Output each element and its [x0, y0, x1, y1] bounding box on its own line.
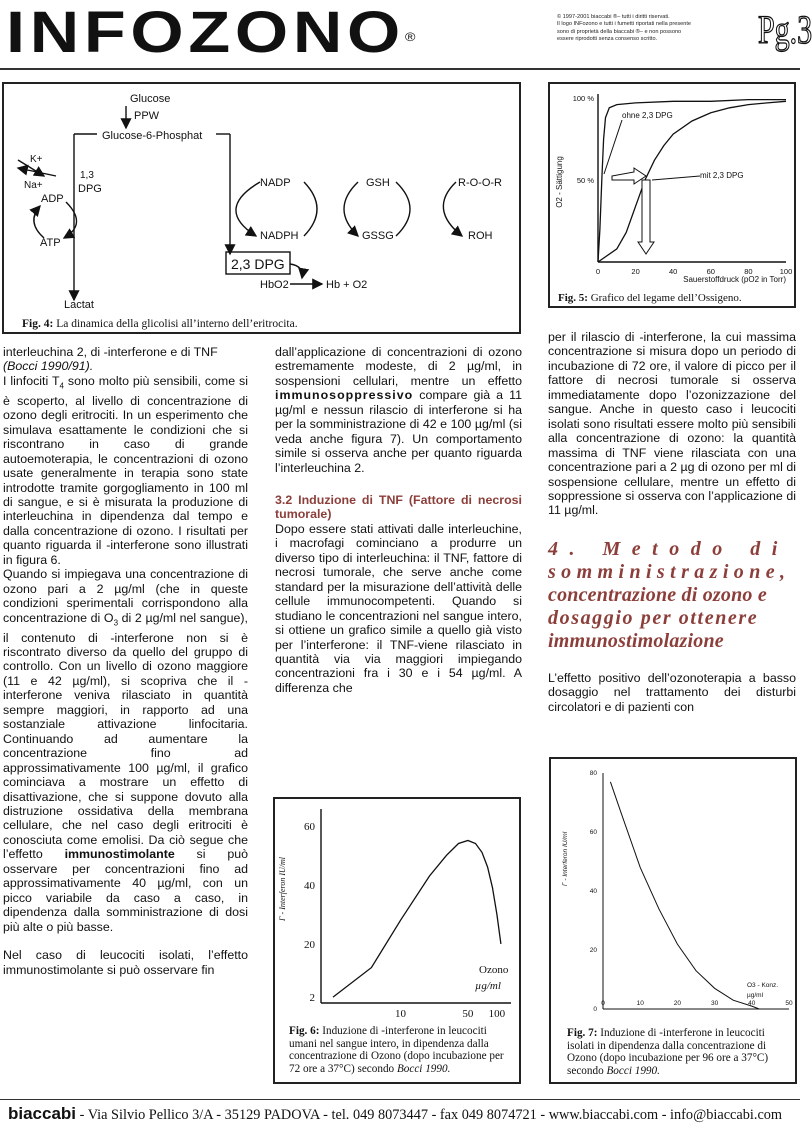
y-tick-label: 20 — [589, 947, 597, 954]
caption-label: Fig. 6: — [289, 1025, 320, 1037]
label-mit: mit 2,3 DPG — [700, 171, 744, 180]
label-nadp: NADP — [260, 177, 291, 189]
bold-term: immunosoppressivo — [275, 388, 414, 403]
x-axis-label: O3 - Konz. — [747, 982, 779, 989]
registered-mark: ® — [404, 30, 416, 44]
x-tick-label: 50 — [462, 1008, 474, 1020]
copyright-notice — [557, 14, 747, 44]
paragraph: Dopo essere stati attivati dalle interleuchine, i macrofagi cominciano a produrre un diverso tipo di interleuchina: il TNF, fattore di necrosi tumorale, che serve anche come standard per la misurazione dell’attività delle cellule immunocompetenti. Quando si studiano le concentrazioni nel sangue intero, si ottiene un grafico simile a quello già visto per l’interferone: il TNF-viene rilasciato in quantità via via maggiori impiegando concentrazioni fra i 30 e i 54 µg/ml. A differenza che — [275, 521, 522, 695]
heading-line: concentrazione di ozono e — [548, 583, 767, 606]
y-axis-label: Γ - Interferon IU/ml — [562, 831, 569, 887]
oxygen-binding-chart — [550, 84, 794, 284]
cycle-gsh — [344, 182, 358, 236]
y-tick-label: 80 — [589, 770, 597, 777]
y-tick-label: 40 — [589, 888, 597, 895]
series-line-0 — [598, 100, 786, 262]
label-lactat: Lactat — [64, 299, 94, 311]
citation: (Bocci 1990/91). — [3, 359, 94, 374]
fig7-caption — [567, 1027, 793, 1077]
fig4-caption — [22, 318, 298, 332]
x-tick-label: 0 — [601, 1000, 605, 1007]
y-tick-label: 60 — [304, 820, 315, 833]
fig6-caption — [289, 1025, 513, 1075]
text: di 2 µg/ml nel sangue), il contenuto di -interferone non si è riscontrato diverso da quello del gruppo di controllo. Con un livello di ozono maggiore (11 e 42 µg/ml), si scopriva che il -interferone veniva rilasciato in quantità sempre maggiori, in rapporto ad una sostanziale attivazione linfocitaria. Continuando ad aumentare la concentrazione fino ad approssimativamente 100 µg/ml, il grafico cominciava a mostrare un effetto di disattivazione, che si suppone dovuto alla distruzione ossidativa della membrana cellulare, che nel caso degli eritrociti è conosciuta come emolisi. Da ciò segue che l’effetto — [3, 610, 248, 862]
heading-line: somministrazione, — [548, 560, 791, 583]
label-13: 1,3 — [80, 170, 94, 181]
x-tick-label: 20 — [631, 267, 640, 276]
arrow-na — [18, 168, 56, 176]
unit-label: µg/ml — [475, 980, 501, 992]
x-tick-label: 30 — [710, 1000, 719, 1007]
series-line-1 — [598, 101, 786, 262]
text-column-3 — [548, 330, 796, 714]
label-23dpg: 2,3 DPG — [231, 256, 285, 272]
y-axis-label: O2 - Sättigung — [555, 156, 564, 208]
caption-text: La dinamica della glicolisi all’interno dell’eritrocita. — [56, 318, 298, 330]
text: compare già a 11 µg/ml e nessun rilascio di interferone si ha per la somministrazione di 42 e 100 µg/ml (si veda anche figura 7). Un comportamento simile si osserva anche per quanto riguarda l’interleuchina 2. — [275, 388, 522, 475]
arrow-dpg-hb — [290, 264, 302, 278]
pointer-ohne — [604, 120, 622, 174]
caption-text: Induzione di -interferone in leucociti umani nel sangue intero, in dipendenza dalla concentrazione di Ozono (dopo incubazione per 72 ore a 37°C) secondo — [289, 1025, 504, 1075]
caption-text: Grafico del legame dell’Ossigeno. — [590, 292, 742, 304]
interferon-leucocyte-chart — [551, 759, 795, 1013]
cycle-gssg — [396, 182, 410, 236]
bold-term: immunostimolante — [64, 847, 175, 862]
interferon-blood-chart — [275, 799, 519, 1021]
footer-address: - Via Silvio Pellico 3/A - 35129 PADOVA - tel. 049 8073447 - fax 049 8074721 - www.biaccabi.com - info@biaccabi.com — [79, 1107, 783, 1123]
paragraph: Nel caso di leucociti isolati, l’effetto immunostimolante si può osservare fin — [3, 948, 248, 977]
cycle-nadp — [236, 182, 260, 236]
x-tick-label: 60 — [706, 267, 715, 276]
text: dall’applicazione di concentrazioni di ozono estremamente modeste, di 2 µg/ml, in sospensioni cellulari, mentre un effetto — [275, 345, 522, 388]
cycle-rooR — [443, 182, 462, 236]
x-tick-label: 40 — [669, 267, 678, 276]
text: si può osservare per concentrazioni fino ad approssimativamente 40 µg/ml, con un picco variabile da caso a caso, in dipendenza dalla somministrazione di dosi più alte o più basse. — [3, 847, 248, 934]
label-adp: ADP — [41, 193, 64, 205]
series-line — [333, 841, 501, 998]
arrow-atp-adp — [34, 206, 44, 238]
text-column-1 — [3, 345, 248, 977]
pointer-mit — [652, 176, 700, 180]
y-tick-label: 2 — [309, 992, 315, 1005]
copyright-line: essere riprodotti senza consenso scritto. — [557, 36, 658, 43]
heading-line: immunostimolazione — [548, 629, 724, 652]
y-tick-label: 0 — [593, 1006, 597, 1013]
infozono-logo: INFOZONO® — [6, 0, 416, 65]
text: interleuchina 2, di -interferone e di TNF — [3, 345, 218, 359]
series-line — [610, 782, 759, 1009]
label-g6p: Glucose-6-Phosphat — [102, 130, 203, 142]
heading-line: dosaggio per ottenere — [548, 606, 759, 629]
label-gsh: GSH — [366, 177, 390, 189]
text: I linfociti T — [3, 373, 60, 388]
y-tick-label: 100 % — [572, 94, 594, 103]
x-tick-label: 100 — [779, 267, 793, 276]
x-axis-label: Sauerstoffdruck (pO2 in Torr) — [683, 275, 786, 284]
heading-line: 4. Metodo di — [548, 537, 789, 560]
footer — [0, 1099, 800, 1128]
figure-4 — [2, 82, 521, 334]
subscript: 4 — [59, 381, 64, 391]
y-tick-label: 50 % — [576, 176, 594, 185]
y-tick-label: 60 — [589, 829, 597, 836]
subscript: 3 — [113, 618, 119, 628]
x-axis-unit: µg/ml — [747, 992, 764, 999]
x-tick-label: 10 — [394, 1008, 406, 1020]
text: Quando si impiegava una concentrazione di ozono pari a 2 µg/ml (che in queste condizioni sperimentali corrispondono alla concentrazione di O — [3, 567, 248, 625]
x-tick-label: 50 — [785, 1000, 793, 1007]
label-ppw: PPW — [134, 110, 160, 122]
x-tick-label: 20 — [673, 1000, 682, 1007]
header-divider — [0, 68, 800, 70]
y-tick-label: 40 — [304, 879, 315, 892]
label-gssg: GSSG — [362, 230, 394, 242]
shift-arrow-right — [612, 168, 646, 184]
copyright-line: © 1997-2001 biaccabi ®– tutti i diritti riservati. — [557, 14, 670, 20]
label-k: K+ — [30, 154, 43, 165]
x-tick-label: 40 — [748, 1000, 756, 1007]
label-13dpg: DPG — [78, 183, 102, 195]
label-nadph: NADPH — [260, 230, 299, 242]
label-rooR: R-O-O-R — [458, 177, 502, 189]
x-tick-label: 80 — [744, 267, 753, 276]
section-heading-3-2: 3.2 Induzione di TNF (Fattore di necrosi tumorale) — [275, 493, 522, 522]
copyright-line: sono di proprietà della biaccabi ®– e non possono — [557, 28, 682, 35]
paragraph — [3, 374, 248, 567]
cycle-nadph — [304, 182, 317, 236]
paragraph: per il rilascio di -interferone, la cui massima concentrazione si misura dopo un periodo di incubazione di 72 ore, il valore di picco per il fattore di necrosi tumorale si osserva immediatamente dopo l’ozonizzazione del sangue. Anche in questo caso i leucociti isolati sono risultati essere molto più sensibili alla concentrazione di ozono: la quantità massima di TNF viene rilasciata con una concentrazione pari a 2 µg di ozono per ml di sospensione cellulare, mentre un effetto di soppressione si osserva con l’applicazione di 11 µg/ml. — [548, 330, 796, 518]
y-tick-label: 20 — [304, 938, 315, 951]
paragraph — [3, 345, 248, 374]
label-ohne: ohne 2,3 DPG — [622, 111, 673, 120]
y-axis-label: Γ - Interferon IU/ml — [278, 856, 287, 922]
figure-5 — [548, 82, 796, 308]
caption-citation: Bocci 1990. — [606, 1064, 660, 1077]
paragraph: L’effetto positivo dell’ozonoterapia a basso dosaggio nel trattamento dei disturbi circolatori e di pazienti con — [548, 670, 796, 714]
glycolysis-diagram — [4, 84, 519, 314]
label-roh: ROH — [468, 230, 493, 242]
text-column-2 — [275, 345, 522, 695]
ozone-label: Ozono — [479, 964, 509, 976]
caption-citation: Bocci 1990. — [396, 1062, 451, 1075]
label-hbo2: HbO2 — [260, 279, 289, 291]
label-atp: ATP — [40, 237, 61, 249]
fig5-caption — [558, 292, 742, 306]
x-tick-label: 0 — [595, 267, 601, 276]
copyright-line: Il logo INFozono e tutti i fumetti riportati nella presente — [557, 21, 692, 28]
caption-label: Fig. 5: — [558, 292, 588, 304]
x-tick-label: 10 — [636, 1000, 644, 1007]
footer-brand: biaccabi — [8, 1104, 77, 1123]
paragraph — [3, 567, 248, 934]
paragraph — [275, 345, 522, 475]
caption-label: Fig. 4: — [22, 318, 54, 330]
figure-6 — [273, 797, 521, 1084]
label-glucose: Glucose — [130, 93, 171, 105]
label-hb: Hb + O2 — [326, 279, 368, 291]
text: sono molto più sensibili, come si è scoperto, al livello di concentrazione di ozono degli eritrociti. In un esperimento che simulava esattamente le condizioni che si riscontrano in caso di grande autoemoterapia, le concentrazioni di ozono usate generalmente in terapia sono state introdotte tramite gorgogliamento in 100 ml di sangue, e si è misurata la produzione di interleuchina in dipendenza dal tempo e dalla concentrazione di ozono. I risultati per quanto riguarda il -interferone sono illustrati in figura 6. — [3, 373, 248, 567]
figure-7 — [549, 757, 797, 1084]
x-tick-label: 100 — [488, 1008, 506, 1020]
caption-label: Fig. 7: — [567, 1027, 598, 1039]
section-heading-4 — [548, 538, 796, 653]
page-label: Pg.3 — [758, 8, 812, 53]
label-na: Na+ — [24, 180, 43, 191]
caption-text: Induzione di -interferone in leucociti isolati in dipendenza dalla concentrazione di Ozono (dopo incubazione per 96 ore a 37°C) secondo — [567, 1027, 769, 1077]
